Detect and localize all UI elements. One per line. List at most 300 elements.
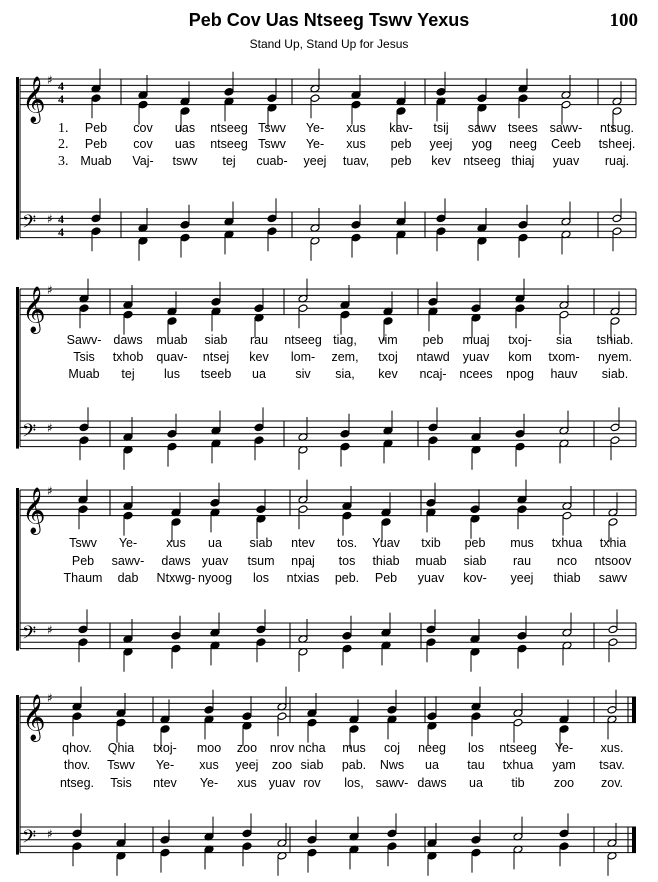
lyric-syllable: sia,: [335, 367, 355, 381]
lyric-syllable: yam: [552, 758, 576, 772]
lyric-syllable: xus: [346, 121, 366, 135]
lyric-syllable: qhov.: [62, 741, 92, 755]
lyric-syllable: muab: [156, 333, 188, 347]
lyric-syllable: moo: [196, 741, 222, 755]
lyric-syllable: zov.: [601, 776, 623, 790]
lyric-syllable: neeg: [509, 137, 537, 151]
bass-note-head: [160, 848, 170, 857]
lyric-syllable: ncees: [459, 367, 493, 381]
lyric-syllable: ruaj.: [604, 154, 630, 168]
hymn-number: 100: [609, 10, 638, 31]
lyric-syllable: yog: [471, 137, 493, 151]
bass-note-head: [515, 430, 525, 439]
final-barline: [632, 827, 636, 853]
lyric-syllable: xus: [346, 137, 366, 151]
treble-note-head: [138, 100, 148, 109]
bass-note-head: [517, 644, 527, 653]
bass-note-head: [171, 644, 181, 653]
lyric-syllable: tej: [222, 154, 236, 168]
treble-note-head: [116, 718, 126, 727]
lyric-syllable: Qhia: [107, 741, 135, 755]
treble-note-head: [342, 511, 352, 520]
treble-note-head: [436, 88, 446, 97]
lyric-syllable: siab: [204, 333, 228, 347]
treble-note-head: [277, 712, 287, 721]
lyric-syllable: hauv: [550, 367, 578, 381]
lyric-syllable: Tswv: [258, 137, 286, 151]
lyric-syllable: tib: [511, 776, 525, 790]
system-bracket: [16, 287, 19, 449]
lyric-syllable: peb: [390, 154, 412, 168]
sharp-icon: ♯: [47, 827, 53, 841]
lyric-syllable: siv: [295, 367, 311, 381]
lyric-syllable: thov.: [63, 758, 91, 772]
lyric-syllable: xus: [199, 758, 219, 772]
lyric-syllable: txom-: [548, 350, 580, 364]
bass-note-head: [612, 214, 622, 223]
lyric-syllable: ntseeg: [210, 121, 248, 135]
lyric-syllable: kom: [508, 350, 532, 364]
lyric-syllable: Tswv: [258, 121, 286, 135]
lyric-syllable: zoo: [553, 776, 575, 790]
lyric-syllable: nco: [556, 554, 578, 568]
treble-note-head: [427, 712, 437, 721]
lyric-syllable: tseeb: [200, 367, 232, 381]
lyric-syllable: Peb: [84, 121, 108, 135]
lyric-syllable: Ye-: [554, 741, 574, 755]
lyric-syllable: ntseeg: [499, 741, 537, 755]
bass-note-head: [436, 227, 446, 236]
lyric-syllable: thiaj: [511, 154, 535, 168]
lyric-syllable: ua: [425, 758, 439, 772]
lyric-syllable: Tsis: [73, 350, 95, 364]
lyric-syllable: tsav.: [599, 758, 625, 772]
lyric-syllable: Ye-: [305, 137, 325, 151]
lyric-syllable: Peb: [374, 571, 398, 585]
treble-note-head: [78, 505, 88, 514]
music-system: [16, 279, 636, 470]
bass-note-head: [180, 233, 190, 242]
treble-clef-icon: 𝄞: [22, 76, 46, 123]
bass-note-head: [254, 423, 264, 432]
lyric-syllable: tsheej.: [598, 137, 636, 151]
bass-note-head: [167, 430, 177, 439]
lyric-syllable: tos.: [336, 536, 358, 550]
system-bracket: [16, 488, 19, 651]
treble-note-head: [307, 718, 317, 727]
treble-note-head: [349, 725, 359, 734]
treble-note-head: [515, 304, 525, 313]
treble-clef-icon: 𝄞: [22, 694, 46, 741]
lyric-syllable: nrov: [269, 741, 295, 755]
lyric-syllable: ntseeg: [284, 333, 322, 347]
lyric-syllable: yuav: [462, 350, 490, 364]
treble-note-head: [72, 712, 82, 721]
lyric-syllable: siab.: [601, 367, 629, 381]
treble-note-head: [426, 499, 436, 508]
treble-note-head: [561, 100, 571, 109]
treble-note-head: [160, 725, 170, 734]
verse-number: 2.: [58, 137, 69, 152]
time-signature: 4: [58, 225, 64, 239]
bass-note-head: [436, 214, 446, 223]
lyric-syllable: los,: [344, 776, 364, 790]
lyric-syllable: Tswv: [107, 758, 135, 772]
treble-note-head: [383, 317, 393, 326]
lyric-syllable: los: [468, 741, 484, 755]
treble-note-head: [123, 511, 133, 520]
treble-note-head: [518, 94, 528, 103]
bass-note-head: [242, 829, 252, 838]
bass-note-head: [307, 848, 317, 857]
bass-note-head: [426, 625, 436, 634]
bass-note-head: [426, 638, 436, 647]
lyric-syllable: ntseg.: [59, 776, 95, 790]
treble-note-head: [254, 304, 264, 313]
system-bracket: [16, 695, 19, 855]
bass-note-head: [428, 436, 438, 445]
lyric-syllable: yuav: [268, 776, 296, 790]
bass-clef-icon: 𝄢: [22, 623, 37, 648]
lyric-syllable: Thaum: [63, 571, 103, 585]
lyric-syllable: thiab: [553, 571, 581, 585]
bass-note-head: [387, 842, 397, 851]
lyric-syllable: kev: [378, 367, 398, 381]
treble-note-head: [171, 518, 181, 527]
lyric-syllable: lom-: [290, 350, 316, 364]
sharp-icon: ♯: [47, 421, 53, 435]
lyric-syllable: sawv-: [549, 121, 583, 135]
bass-note-head: [160, 836, 170, 845]
lyric-syllable: zoo: [271, 758, 293, 772]
lyric-syllable: tshiab.: [596, 333, 634, 347]
treble-note-head: [607, 706, 617, 715]
lyric-syllable: ntseeg: [463, 154, 501, 168]
lyric-syllable: tau: [467, 758, 485, 772]
treble-note-head: [340, 310, 350, 319]
lyric-syllable: ntsej: [202, 350, 230, 364]
sharp-icon: ♯: [47, 283, 53, 297]
bass-note-head: [91, 214, 101, 223]
lyric-syllable: ntsoov: [594, 554, 632, 568]
treble-note-head: [256, 505, 266, 514]
treble-note-head: [559, 725, 569, 734]
lyric-syllable: quav-: [156, 350, 188, 364]
lyric-syllable: mus: [510, 536, 534, 550]
bass-note-head: [254, 436, 264, 445]
system-bracket: [16, 77, 19, 240]
treble-note-head: [224, 88, 234, 97]
lyric-syllable: peb.: [334, 571, 360, 585]
lyric-syllable: yeej: [510, 571, 534, 585]
bass-note-head: [307, 836, 317, 845]
treble-note-head: [471, 304, 481, 313]
lyric-syllable: sawv: [467, 121, 497, 135]
lyric-syllable: Peb: [84, 137, 108, 151]
bass-note-head: [612, 227, 622, 236]
treble-note-head: [428, 298, 438, 307]
lyric-syllable: Ye-: [199, 776, 219, 790]
bass-note-head: [387, 829, 397, 838]
lyric-syllable: cuab-: [256, 154, 288, 168]
bass-note-head: [78, 625, 88, 634]
treble-note-head: [396, 107, 406, 116]
lyric-syllable: tsum: [247, 554, 275, 568]
lyric-syllable: tsij: [433, 121, 449, 135]
lyric-syllable: uas: [174, 137, 196, 151]
sharp-icon: ♯: [47, 212, 53, 226]
lyric-syllable: txhua: [502, 758, 534, 772]
lyric-syllable: tiag,: [333, 333, 357, 347]
lyric-syllable: ntsug.: [599, 121, 635, 135]
lyric-syllable: rau: [512, 554, 532, 568]
bass-note-head: [610, 436, 620, 445]
lyric-syllable: npog: [506, 367, 534, 381]
lyric-syllable: daws: [417, 776, 447, 790]
lyric-syllable: Ye-: [118, 536, 138, 550]
treble-note-head: [612, 107, 622, 116]
bass-note-head: [256, 638, 266, 647]
bass-note-head: [515, 442, 525, 451]
lyric-syllable: tswv: [172, 154, 198, 168]
lyric-syllable: txib: [421, 536, 441, 550]
treble-note-head: [562, 511, 572, 520]
lyric-syllable: cov: [133, 137, 153, 151]
lyric-syllable: nyem.: [597, 350, 633, 364]
final-barline: [632, 697, 636, 723]
lyric-syllable: kev: [431, 154, 451, 168]
lyric-syllable: yeej: [303, 154, 327, 168]
lyric-syllable: Sawv-: [66, 333, 102, 347]
music-system: [16, 687, 636, 876]
bass-clef-icon: 𝄢: [22, 421, 37, 446]
lyric-syllable: rov: [303, 776, 321, 790]
treble-note-head: [79, 304, 89, 313]
lyric-syllable: Ceeb: [551, 137, 581, 151]
bass-note-head: [79, 436, 89, 445]
lyric-syllable: yuav: [201, 554, 229, 568]
treble-note-head: [513, 718, 523, 727]
bass-note-head: [342, 632, 352, 641]
lyric-syllable: Tswv: [69, 536, 97, 550]
sharp-icon: ♯: [47, 73, 53, 87]
treble-note-head: [123, 310, 133, 319]
lyric-syllable: tuav,: [342, 154, 370, 168]
lyric-syllable: Ye-: [305, 121, 325, 135]
music-system: [16, 69, 636, 261]
lyric-syllable: kav-: [389, 121, 413, 135]
lyric-syllable: kov-: [463, 571, 487, 585]
lyric-syllable: coj: [384, 741, 400, 755]
treble-note-head: [381, 518, 391, 527]
bass-clef-icon: 𝄢: [22, 827, 37, 852]
bass-note-head: [351, 233, 361, 242]
bass-note-head: [559, 842, 569, 851]
bass-note-head: [471, 836, 481, 845]
treble-note-head: [387, 706, 397, 715]
lyric-syllable: peb: [422, 333, 444, 347]
bass-note-head: [180, 221, 190, 230]
lyric-syllable: sawv-: [375, 776, 409, 790]
lyric-syllable: ntawd: [416, 350, 450, 364]
treble-note-head: [477, 94, 487, 103]
lyric-syllable: yuav: [417, 571, 445, 585]
lyric-syllable: Peb: [71, 554, 95, 568]
treble-note-head: [608, 518, 618, 527]
bass-clef-icon: 𝄢: [22, 212, 37, 237]
lyric-syllable: zoo: [236, 741, 258, 755]
lyric-syllable: yuav: [552, 154, 580, 168]
verse-number: 1.: [58, 121, 69, 136]
lyric-syllable: yeej: [235, 758, 259, 772]
lyric-syllable: ntseeg: [210, 137, 248, 151]
lyric-syllable: los: [253, 571, 269, 585]
treble-clef-icon: 𝄞: [22, 487, 46, 534]
lyric-syllable: kev: [249, 350, 269, 364]
treble-note-head: [267, 94, 277, 103]
lyric-syllable: siab: [463, 554, 487, 568]
lyric-syllable: sawv: [598, 571, 628, 585]
lyric-syllable: tsees: [508, 121, 538, 135]
lyric-syllable: ua: [252, 367, 266, 381]
lyric-syllable: ntev: [291, 536, 315, 550]
bass-note-head: [256, 625, 266, 634]
bass-note-head: [340, 430, 350, 439]
treble-note-head: [210, 499, 220, 508]
lyric-syllable: ncaj-: [419, 367, 447, 381]
treble-clef-icon: 𝄞: [22, 286, 46, 333]
lyric-syllable: npaj: [291, 554, 315, 568]
lyric-syllable: vim: [378, 333, 398, 347]
lyric-syllable: txhia: [599, 536, 627, 550]
bass-note-head: [267, 214, 277, 223]
lyric-syllable: sawv-: [111, 554, 145, 568]
bass-note-head: [267, 227, 277, 236]
treble-note-head: [242, 712, 252, 721]
treble-note-head: [471, 712, 481, 721]
bass-note-head: [91, 227, 101, 236]
treble-note-head: [470, 505, 480, 514]
lyric-syllable: txoj: [378, 350, 398, 364]
bass-note-head: [72, 829, 82, 838]
lyric-syllable: txoj-: [508, 333, 532, 347]
lyric-syllable: uas: [174, 121, 196, 135]
lyric-syllable: dab: [117, 571, 139, 585]
treble-note-head: [298, 304, 308, 313]
lyric-syllable: xus: [166, 536, 186, 550]
lyric-syllable: tos: [338, 554, 356, 568]
lyric-syllable: muaj: [462, 333, 490, 347]
bass-note-head: [167, 442, 177, 451]
lyric-syllable: ntev: [153, 776, 177, 790]
lyric-syllable: txhob: [112, 350, 144, 364]
sharp-icon: ♯: [47, 484, 53, 498]
bass-note-head: [471, 848, 481, 857]
bass-note-head: [340, 442, 350, 451]
treble-note-head: [559, 310, 569, 319]
lyric-syllable: ua: [208, 536, 222, 550]
lyric-syllable: Muab: [80, 154, 112, 168]
lyric-syllable: mus: [342, 741, 366, 755]
bass-note-head: [559, 829, 569, 838]
treble-note-head: [517, 505, 527, 514]
treble-note-head: [204, 706, 214, 715]
lyric-syllable: muab: [415, 554, 447, 568]
hymn-subtitle: Stand Up, Stand Up for Jesus: [249, 37, 409, 51]
verse-number: 3.: [58, 154, 69, 169]
lyric-syllable: rau: [249, 333, 269, 347]
bass-note-head: [610, 423, 620, 432]
lyric-syllable: yeej: [429, 137, 453, 151]
time-signature: 4: [58, 79, 64, 93]
bass-note-head: [608, 638, 618, 647]
lyric-syllable: xus.: [600, 741, 624, 755]
lyric-syllable: txhua: [551, 536, 583, 550]
bass-note-head: [351, 221, 361, 230]
bass-note-head: [428, 423, 438, 432]
lyric-syllable: ua: [469, 776, 483, 790]
lyric-syllable: Ye-: [155, 758, 175, 772]
bass-note-head: [518, 221, 528, 230]
lyric-syllable: peb: [464, 536, 486, 550]
hymn-title: Peb Cov Uas Ntseeg Tswv Yexus: [188, 10, 470, 30]
lyric-syllable: ncha: [298, 741, 326, 755]
lyric-syllable: tej: [121, 367, 135, 381]
lyric-syllable: Ntxwg-: [156, 571, 196, 585]
treble-note-head: [351, 100, 361, 109]
lyric-syllable: siab: [249, 536, 273, 550]
bass-note-head: [608, 625, 618, 634]
lyric-syllable: txoj-: [153, 741, 177, 755]
sharp-icon: ♯: [47, 623, 53, 637]
lyric-syllable: nyoog: [197, 571, 233, 585]
bass-note-head: [171, 632, 181, 641]
bass-note-head: [72, 842, 82, 851]
lyric-syllable: Vaj-: [132, 154, 154, 168]
lyric-syllable: neeg: [418, 741, 446, 755]
bass-note-head: [518, 233, 528, 242]
lyric-syllable: pab.: [341, 758, 367, 772]
time-signature: 4: [58, 92, 64, 106]
music-system: [16, 480, 636, 672]
time-signature: 4: [58, 212, 64, 226]
lyric-syllable: ntxias: [286, 571, 320, 585]
bass-note-head: [79, 423, 89, 432]
lyric-syllable: Yuav: [372, 536, 400, 550]
treble-note-head: [298, 505, 308, 514]
treble-note-head: [167, 317, 177, 326]
lyric-syllable: Nws: [379, 758, 405, 772]
lyric-syllable: thiab: [372, 554, 400, 568]
bass-note-head: [242, 842, 252, 851]
bass-note-head: [517, 632, 527, 641]
treble-note-head: [610, 317, 620, 326]
treble-note-head: [211, 298, 221, 307]
sharp-icon: ♯: [47, 691, 53, 705]
lyric-syllable: cov: [133, 121, 153, 135]
treble-note-head: [310, 94, 320, 103]
lyric-syllable: sia: [556, 333, 572, 347]
treble-note-head: [180, 107, 190, 116]
lyric-syllable: lus: [164, 367, 180, 381]
treble-note-head: [91, 94, 101, 103]
lyric-syllable: daws: [161, 554, 191, 568]
lyric-syllable: daws: [113, 333, 143, 347]
lyric-syllable: Muab: [68, 367, 100, 381]
bass-note-head: [78, 638, 88, 647]
lyric-syllable: siab: [300, 758, 324, 772]
lyric-syllable: peb: [390, 137, 412, 151]
